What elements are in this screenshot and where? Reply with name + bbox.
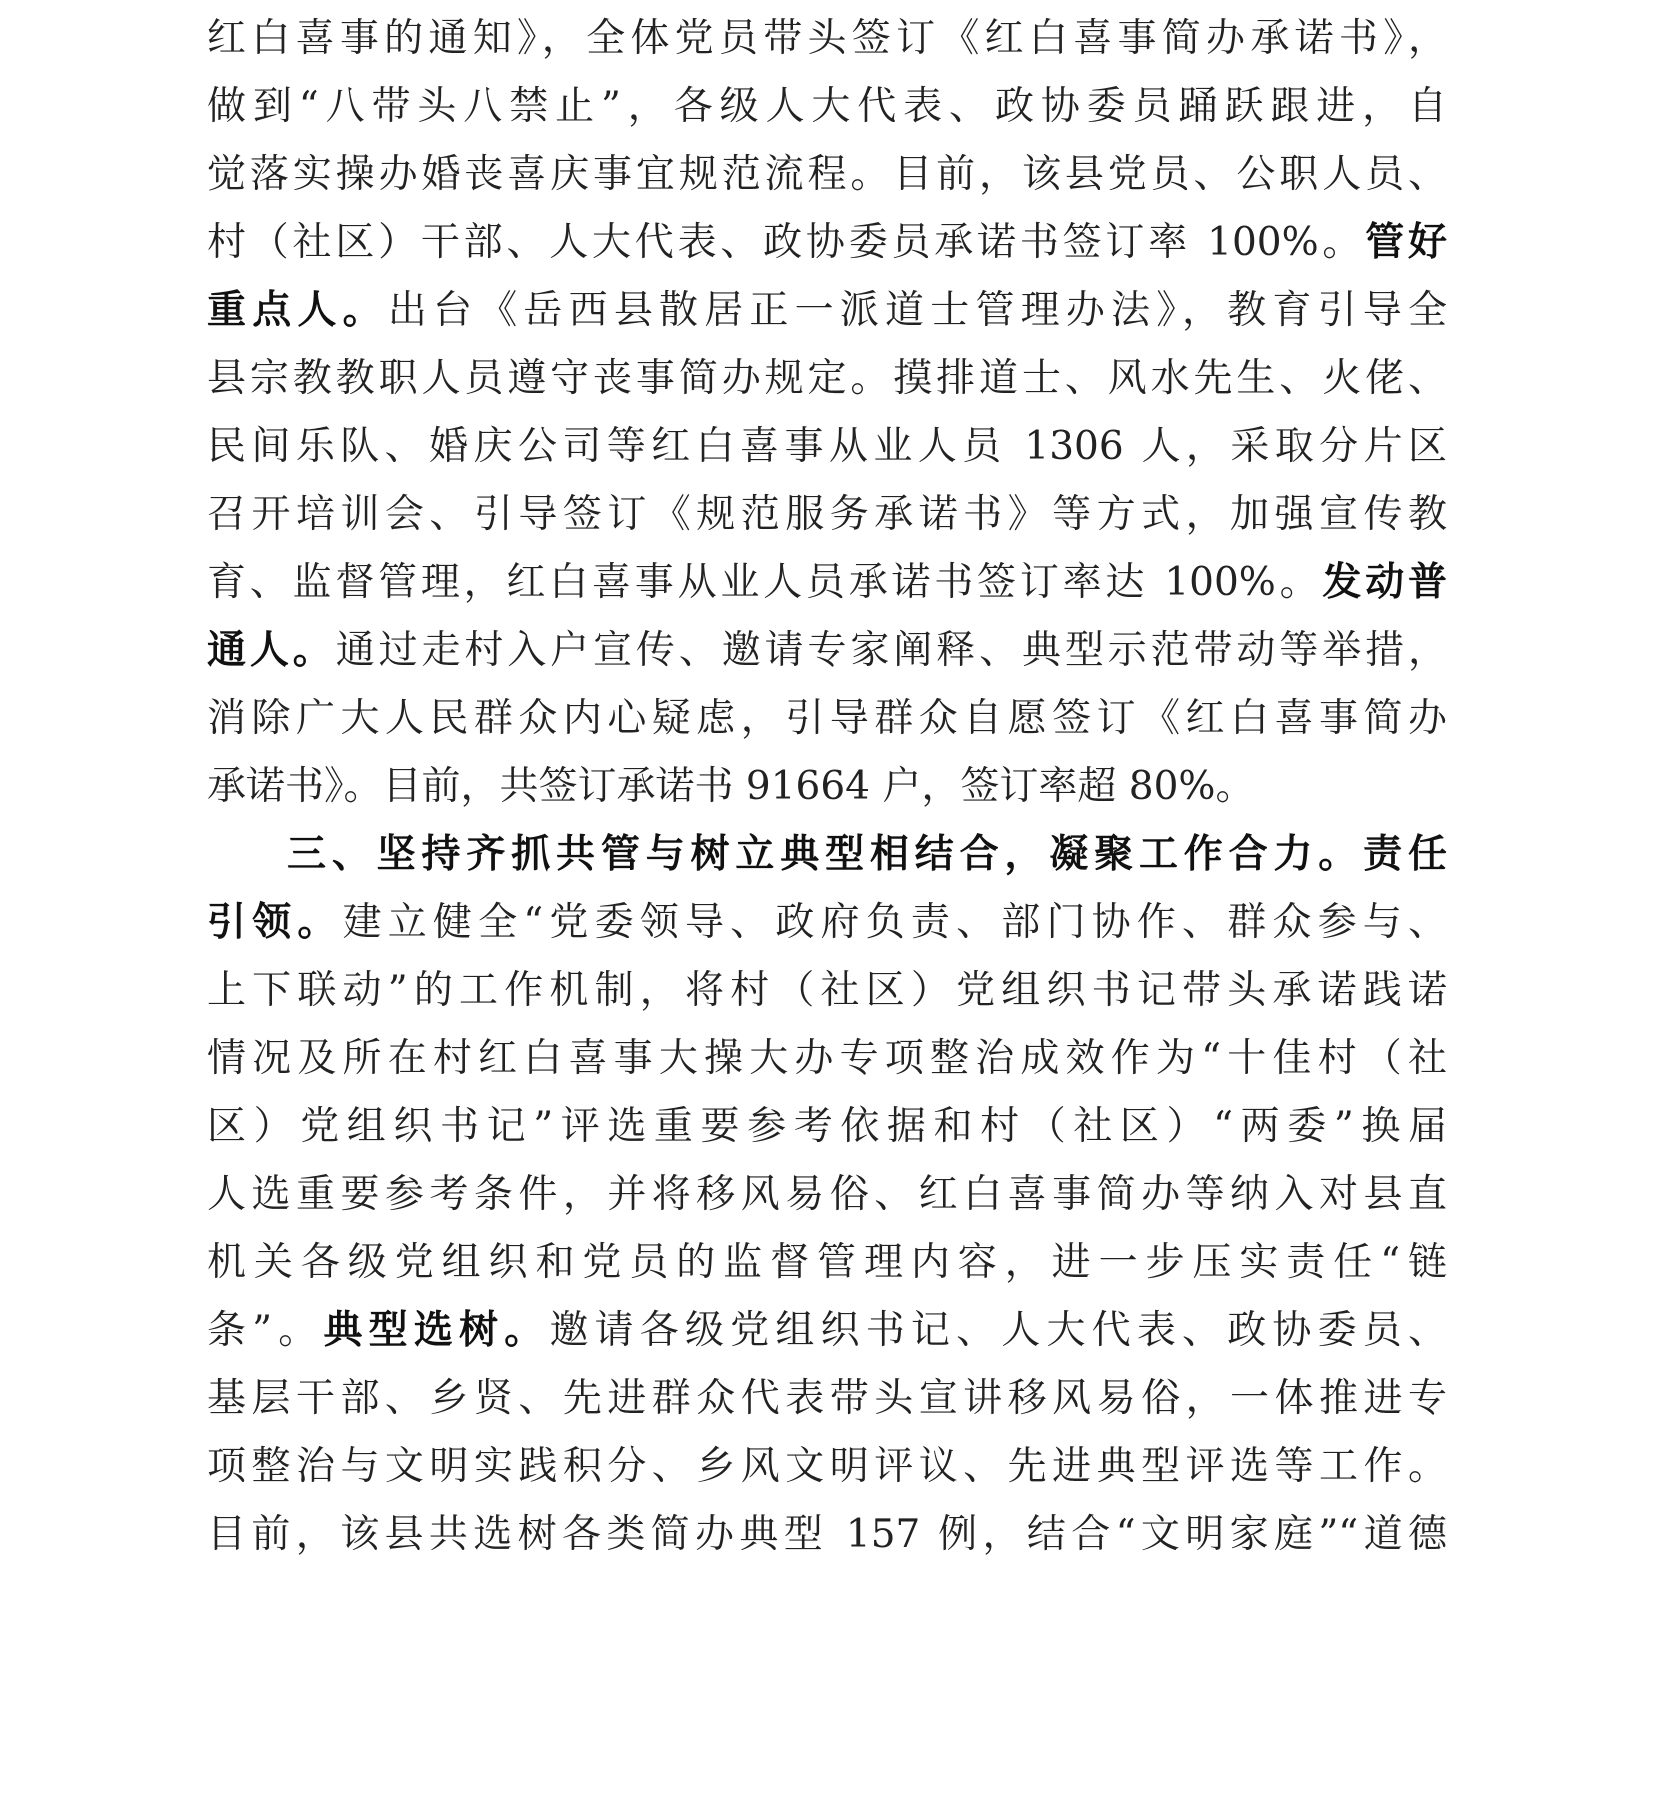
document-page bbox=[207, 0, 1447, 1815]
text-line bbox=[207, 0, 1447, 78]
text-line bbox=[207, 68, 1447, 146]
text-line bbox=[207, 476, 1447, 554]
text-run: 情况及所在村红白喜事大操大办专项整治成效作为“十佳村（社 bbox=[207, 1036, 1447, 1081]
text-run: 机关各级党组织和党员的监督管理内容，进一步压实责任“链 bbox=[207, 1240, 1447, 1285]
text-run: 民间乐队、婚庆公司等红白喜事从业人员 1306 人，采取分片区 bbox=[207, 424, 1447, 469]
text-line bbox=[207, 1088, 1447, 1166]
text-run: 村（社区）干部、人大代表、政协委员承诺书签订率 100%。 bbox=[207, 220, 1366, 265]
text-line bbox=[207, 1224, 1447, 1302]
text-line bbox=[207, 680, 1447, 758]
text-run: 建立健全“党委领导、政府负责、部门协作、群众参与、 bbox=[342, 900, 1447, 945]
text-run: 出台《岳西县散居正一派道士管理办法》，教育引导全 bbox=[387, 288, 1447, 333]
text-line bbox=[207, 1360, 1447, 1438]
bold-heading-run: 典型选树。 bbox=[323, 1308, 550, 1353]
text-line bbox=[207, 1496, 1447, 1574]
text-line bbox=[207, 272, 1447, 350]
text-run: 基层干部、乡贤、先进群众代表带头宣讲移风易俗，一体推进专 bbox=[207, 1376, 1447, 1421]
text-run: 做到“八带头八禁止”，各级人大代表、政协委员踊跃跟进，自 bbox=[207, 84, 1447, 129]
text-run: 县宗教教职人员遵守丧事简办规定。摸排道士、风水先生、火佬、 bbox=[207, 356, 1447, 401]
text-line bbox=[207, 952, 1447, 1030]
text-line bbox=[207, 1428, 1447, 1506]
bold-heading-run: 引领。 bbox=[207, 900, 343, 945]
text-line bbox=[207, 1020, 1447, 1098]
bold-heading-run: 通人。 bbox=[207, 628, 336, 673]
text-run: 消除广大人民群众内心疑虑，引导群众自愿签订《红白喜事简办 bbox=[207, 696, 1447, 741]
text-run: 区）党组织书记”评选重要参考依据和村（社区）“两委”换届 bbox=[207, 1104, 1447, 1149]
text-run: 邀请各级党组织书记、人大代表、政协委员、 bbox=[549, 1308, 1447, 1353]
text-line bbox=[207, 748, 1447, 826]
text-line bbox=[207, 884, 1447, 962]
text-line bbox=[207, 612, 1447, 690]
text-run: 觉落实操办婚丧喜庆事宜规范流程。目前，该县党员、公职人员、 bbox=[207, 152, 1447, 197]
text-run: 上下联动”的工作机制，将村（社区）党组织书记带头承诺践诺 bbox=[207, 968, 1447, 1013]
text-line bbox=[207, 1156, 1447, 1234]
bold-heading-run: 发动普 bbox=[1322, 560, 1447, 605]
section-heading-line bbox=[287, 816, 1447, 894]
text-run: 通过走村入户宣传、邀请专家阐释、典型示范带动等举措， bbox=[335, 628, 1447, 673]
section-heading: 三、坚持齐抓共管与树立典型相结合，凝聚工作合力。责任 bbox=[287, 832, 1447, 877]
bold-heading-run: 管好 bbox=[1365, 220, 1447, 265]
text-run: 人选重要参考条件，并将移风易俗、红白喜事简办等纳入对县直 bbox=[207, 1172, 1447, 1217]
text-run: 召开培训会、引导签订《规范服务承诺书》等方式，加强宣传教 bbox=[207, 492, 1447, 537]
text-line bbox=[207, 544, 1447, 622]
text-line bbox=[207, 204, 1447, 282]
text-run: 育、监督管理，红白喜事从业人员承诺书签订率达 100%。 bbox=[207, 560, 1323, 605]
text-line bbox=[207, 136, 1447, 214]
text-run: 条”。 bbox=[207, 1308, 324, 1353]
text-run: 承诺书》。目前，共签订承诺书 91664 户，签订率超 80%。 bbox=[207, 764, 1255, 809]
text-line bbox=[207, 340, 1447, 418]
text-line bbox=[207, 408, 1447, 486]
text-run: 目前，该县共选树各类简办典型 157 例，结合“文明家庭”“道德 bbox=[207, 1512, 1447, 1557]
bold-heading-run: 重点人。 bbox=[207, 288, 388, 333]
text-run: 红白喜事的通知》，全体党员带头签订《红白喜事简办承诺书》， bbox=[207, 16, 1447, 61]
text-run: 项整治与文明实践积分、乡风文明评议、先进典型评选等工作。 bbox=[207, 1444, 1447, 1489]
text-line bbox=[207, 1292, 1447, 1370]
